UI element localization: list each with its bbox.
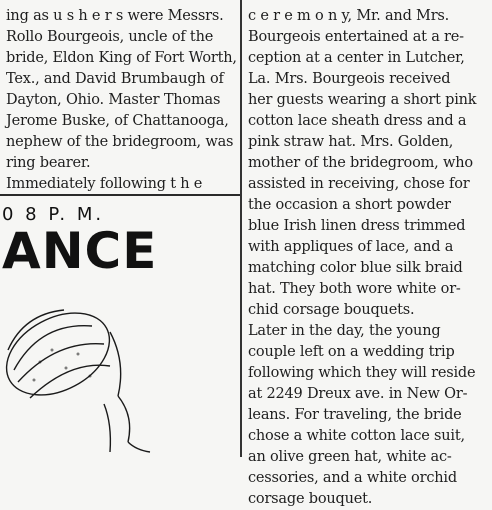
text-line: cotton lace sheath dress and a — [248, 113, 467, 129]
text-line: nephew of the bridegroom, was — [6, 134, 234, 150]
text-line: ing as u s h e r s were Messrs. — [6, 8, 224, 24]
text-line: at 2249 Dreux ave. in New Or- — [248, 386, 468, 402]
horizontal-column-rule — [0, 194, 240, 196]
text-line: ring bearer. — [6, 155, 91, 171]
text-line: with appliques of lace, and a — [248, 239, 454, 255]
text-line: her guests wearing a short pink — [248, 92, 477, 108]
text-line: the occasion a short powder — [248, 197, 451, 213]
advertisement-headline: ANCE — [2, 222, 158, 280]
text-line: mother of the bridegroom, who — [248, 155, 473, 171]
text-line: corsage bouquet. — [248, 491, 373, 507]
text-line: pink straw hat. Mrs. Golden, — [248, 134, 454, 150]
text-line: Bourgeois entertained at a re- — [248, 29, 464, 45]
right-column — [246, 0, 492, 507]
text-line: an olive green hat, white ac- — [248, 449, 452, 465]
text-line: cessories, and a white orchid — [248, 470, 457, 486]
text-line: Later in the day, the young — [248, 323, 441, 339]
text-line: Dayton, Ohio. Master Thomas — [6, 92, 221, 108]
text-line: c e r e m o n y, Mr. and Mrs. — [248, 8, 450, 24]
text-line: couple left on a wedding trip — [248, 344, 455, 360]
text-line: Immediately following t h e — [6, 176, 203, 192]
text-line: chid corsage bouquets. — [248, 302, 415, 318]
advertisement-time: 0 8 P. M. — [2, 204, 105, 225]
vertical-column-rule — [240, 0, 242, 457]
text-line: ception at a center in Lutcher, — [248, 50, 465, 66]
text-line: leans. For traveling, the bride — [248, 407, 462, 423]
text-line: Rollo Bourgeois, uncle of the — [6, 29, 214, 45]
text-line: Tex., and David Brumbaugh of — [6, 71, 224, 87]
text-line: bride, Eldon King of Fort Worth, — [6, 50, 237, 66]
text-line: Jerome Buske, of Chattanooga, — [6, 113, 229, 129]
text-line: matching color blue silk braid — [248, 260, 463, 276]
text-line: chose a white cotton lace suit, — [248, 428, 465, 444]
text-line: following which they will reside — [248, 365, 476, 381]
right-article-text — [248, 6, 488, 510]
text-line: La. Mrs. Bourgeois received — [248, 71, 451, 87]
text-line: assisted in receiving, chose for — [248, 176, 470, 192]
text-line: blue Irish linen dress trimmed — [248, 218, 466, 234]
left-article-text — [6, 6, 236, 195]
text-line: hat. They both wore white or- — [248, 281, 461, 297]
dancer-illustration — [0, 292, 190, 457]
